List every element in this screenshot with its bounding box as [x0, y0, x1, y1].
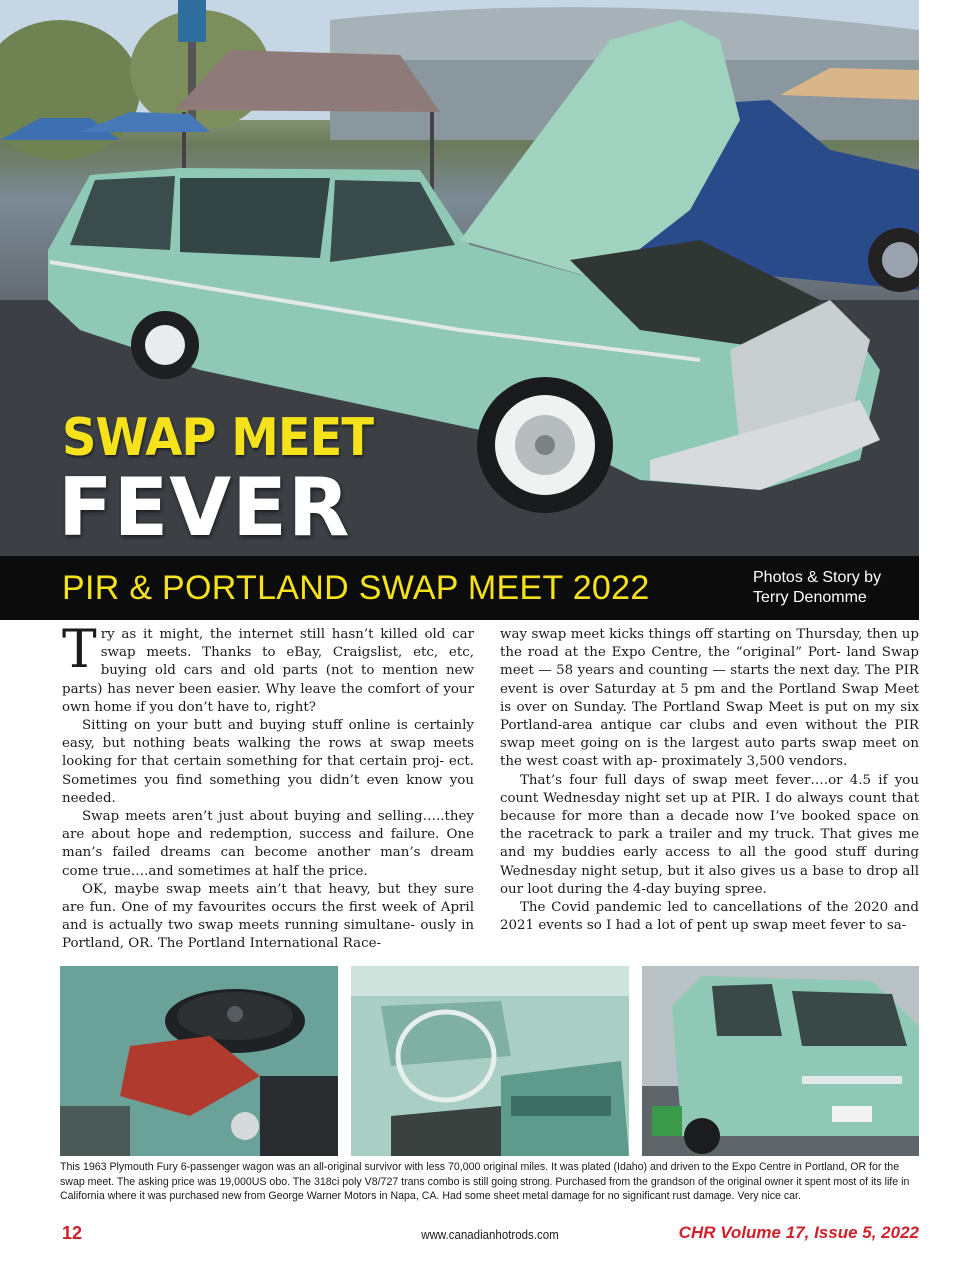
- article-column-left: [62, 626, 474, 956]
- paragraph: That’s four full days of swap meet fever….or 4.5 if you count Wednesday night set up at PIR. I do always count that because for more than a decade now I’ve booked space on the racetrack to park a trailer and my truck. That gives me and my buddies early access to all the good stuff during Wednesday night setup, but it also gives us a base to drop all our loot during the 4-day buying spree.: [500, 772, 919, 897]
- paragraph: Swap meets aren’t just about buying and selling…..they are about hope and redemption, success and failure. One man’s failed dreams can become another man’s dream come true….and sometimes at half the price.: [62, 809, 474, 879]
- article-subtitle: PIR & PORTLAND SWAP MEET 2022: [62, 569, 650, 607]
- paragraph: Try as it might, the internet still hasn’t killed old car swap meets. Thanks to eBay, Craigslist, etc, etc, buying old cars and old parts (not to mention new parts) has never been easier. Why leave the comfort of your own home if you don’t have to, right?: [62, 626, 474, 715]
- paragraph: way swap meet kicks things off starting on Thursday, then up the road at the Expo Centre, the “original” Port- land Swap meet — 58 years and counting — starts the next day. The PIR event is over Saturday at 5 pm and the Portland Swap Meet is over on Sunday. The Portland Swap Meet is put on my six Portland-area antique car clubs and even without the PIR swap meet going on is the largest auto parts swap meet on the west coast with ap- proximately 3,500 vendors.: [500, 627, 919, 770]
- drop-cap: T: [62, 626, 97, 680]
- footer-issue-info: CHR Volume 17, Issue 5, 2022: [678, 1223, 919, 1242]
- byline-line-1: Photos & Story by: [753, 569, 882, 586]
- wagon-rear-photo: [642, 966, 919, 1156]
- subtitle-banner: [0, 556, 919, 620]
- headline-line-2: FEVER: [58, 461, 351, 554]
- byline-author: Terry Denomme: [753, 589, 867, 606]
- paragraph: OK, maybe swap meets ain’t that heavy, but they sure are fun. One of my favourites occurs the first week of April and is actually two swap meets running simultane- ously in Portland, OR. The Portland International Race-: [62, 881, 474, 952]
- interior-photo: [351, 966, 629, 1156]
- engine-photo: [60, 966, 338, 1156]
- byline: [753, 568, 881, 608]
- headline-line-1: SWAP MEET: [62, 408, 374, 468]
- article-column-right: [500, 626, 919, 956]
- footer-website-link[interactable]: www.canadianhotrods.com: [421, 1228, 559, 1242]
- page-number: 12: [62, 1223, 83, 1243]
- hero-photo: [0, 0, 919, 556]
- paragraph: Sitting on your butt and buying stuff online is certainly easy, but nothing beats walking the rows at swap meets looking for that certain something for that certain proj- ect. Sometimes you find something you didn’t even know you needed.: [62, 718, 474, 806]
- photo-caption: This 1963 Plymouth Fury 6-passenger wagon was an all-original survivor with less 70,000 original miles. It was plated (Idaho) and driven to the Expo Centre in Portland, OR for the swap meet. The asking price was 19,000US obo. The 318ci poly V8/727 trans combo is still going strong. Purchased from the grandson of the original owner it spent most of its life in California where it was purchased new from George Warner Motors in Napa, CA. Had some sheet metal damage for no significant rust damage. Very nice car.: [60, 1161, 910, 1203]
- paragraph: The Covid pandemic led to cancellations of the 2020 and 2021 events so I had a lot of pent up swap meet fever to sa-: [500, 900, 919, 934]
